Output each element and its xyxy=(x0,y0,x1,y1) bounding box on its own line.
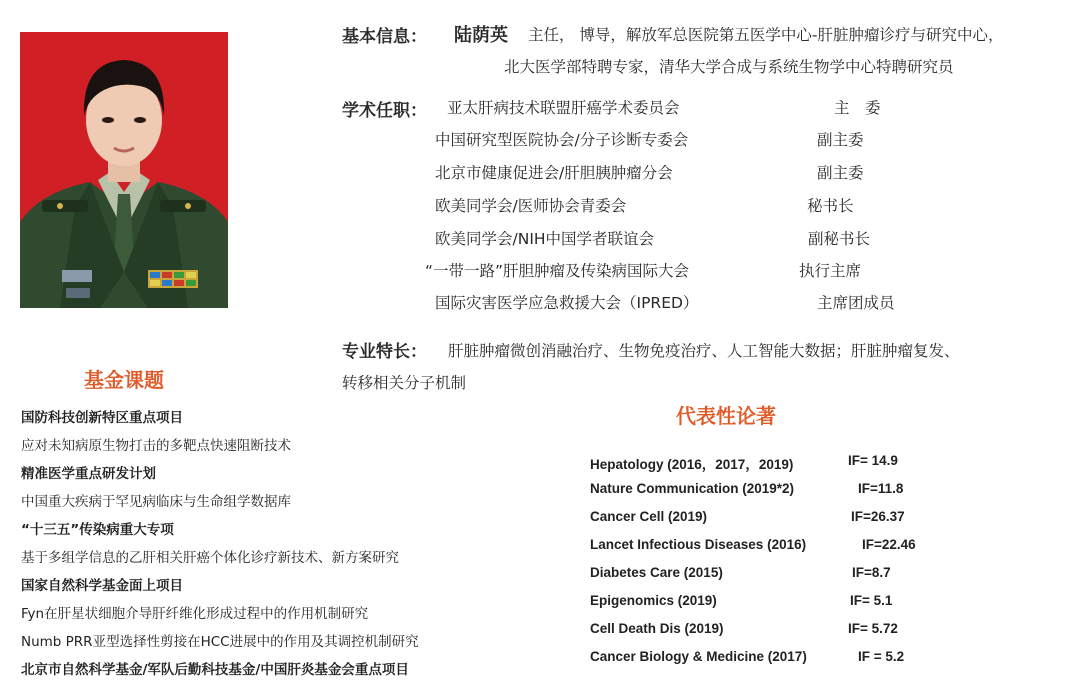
paper-journal: Cancer Biology & Medicine (2017) xyxy=(590,649,807,664)
paper-journal: Nature Communication (2019*2) xyxy=(590,481,795,496)
specialty-label: 专业特长： xyxy=(342,342,427,362)
position-row xyxy=(425,227,945,251)
positions-label: 学术任职： xyxy=(342,101,427,121)
fund-item: 国防科技创新特区重点项目 xyxy=(21,410,183,426)
paper-journal: Lancet Infectious Diseases (2016) xyxy=(590,537,807,552)
position-org: 北京市健康促进会/肝胆胰肿瘤分会 xyxy=(435,164,673,182)
basic-info-line2: 北大医学部特聘专家，清华大学合成与系统生物学中心特聘研究员 xyxy=(504,58,954,76)
paper-if: IF=22.46 xyxy=(862,537,916,552)
fund-item: Numb PRR亚型选择性剪接在HCC进展中的作用及其调控机制研究 xyxy=(21,634,419,650)
position-role: 主 委 xyxy=(834,99,881,117)
position-org: 中国研究型医院协会/分子诊断专委会 xyxy=(435,131,689,149)
paper-if: IF=11.8 xyxy=(858,481,904,496)
position-row xyxy=(425,161,945,185)
papers-title: 代表性论著 xyxy=(676,404,776,428)
fund-item: Fyn在肝星状细胞介导肝纤维化形成过程中的作用机制研究 xyxy=(21,606,369,622)
position-role: 执行主席 xyxy=(799,262,862,280)
portrait-photo xyxy=(20,32,228,308)
fund-item: “十三五”传染病重大专项 xyxy=(21,522,174,538)
paper-if: IF=8.7 xyxy=(852,565,891,580)
paper-journal: Cancer Cell (2019) xyxy=(590,509,708,524)
fund-item: 基于多组学信息的乙肝相关肝癌个体化诊疗新技术、新方案研究 xyxy=(21,550,399,566)
position-org: 欧美同学会/NIH中国学者联谊会 xyxy=(435,230,655,248)
position-org: 欧美同学会/医师协会青委会 xyxy=(435,197,627,215)
funds-title: 基金课题 xyxy=(84,368,164,392)
basic-info-line1: 主任， 博导，解放军总医院第五医学中心-肝脏肿瘤诊疗与研究中心， xyxy=(528,26,1004,44)
paper-if: IF= 5.1 xyxy=(850,593,893,608)
paper-journal: Hepatology (2016，2017，2019) xyxy=(590,457,794,472)
fund-item: 精准医学重点研发计划 xyxy=(21,466,156,482)
paper-journal: Epigenomics (2019) xyxy=(590,593,717,608)
portrait-illustration xyxy=(20,32,228,308)
position-org: 亚太肝病技术联盟肝癌学术委员会 xyxy=(447,99,680,117)
doctor-name: 陆荫英 xyxy=(454,25,508,46)
position-role: 副主委 xyxy=(817,131,864,149)
paper-if: IF= 14.9 xyxy=(848,453,898,468)
fund-item: 北京市自然科学基金/军队后勤科技基金/中国肝炎基金会重点项目 xyxy=(21,662,409,678)
position-role: 副秘书长 xyxy=(808,230,871,248)
paper-journal: Cell Death Dis (2019) xyxy=(590,621,724,636)
position-org: “一带一路”肝胆肿瘤及传染病国际大会 xyxy=(425,262,690,280)
position-row xyxy=(425,128,945,152)
position-role: 秘书长 xyxy=(807,197,854,215)
position-row xyxy=(425,194,945,218)
specialty-line1: 肝脏肿瘤微创消融治疗、生物免疫治疗、人工智能大数据；肝脏肿瘤复发、 xyxy=(448,342,960,360)
basic-info-label: 基本信息： xyxy=(342,27,427,47)
fund-item: 国家自然科学基金面上项目 xyxy=(21,578,183,594)
paper-if: IF=26.37 xyxy=(851,509,905,524)
position-row xyxy=(425,291,945,315)
position-row xyxy=(425,96,945,120)
paper-if: IF = 5.2 xyxy=(858,649,905,664)
position-role: 副主委 xyxy=(817,164,864,182)
paper-if: IF= 5.72 xyxy=(848,621,898,636)
paper-journal: Diabetes Care (2015) xyxy=(590,565,723,580)
specialty-line2: 转移相关分子机制 xyxy=(342,374,467,392)
position-role: 主席团成员 xyxy=(817,294,895,312)
fund-item: 应对未知病原生物打击的多靶点快速阻断技术 xyxy=(21,438,291,454)
position-org: 国际灾害医学应急救援大会（IPRED） xyxy=(435,294,699,312)
position-row xyxy=(425,259,945,283)
fund-item: 中国重大疾病于罕见病临床与生命组学数据库 xyxy=(21,494,291,510)
